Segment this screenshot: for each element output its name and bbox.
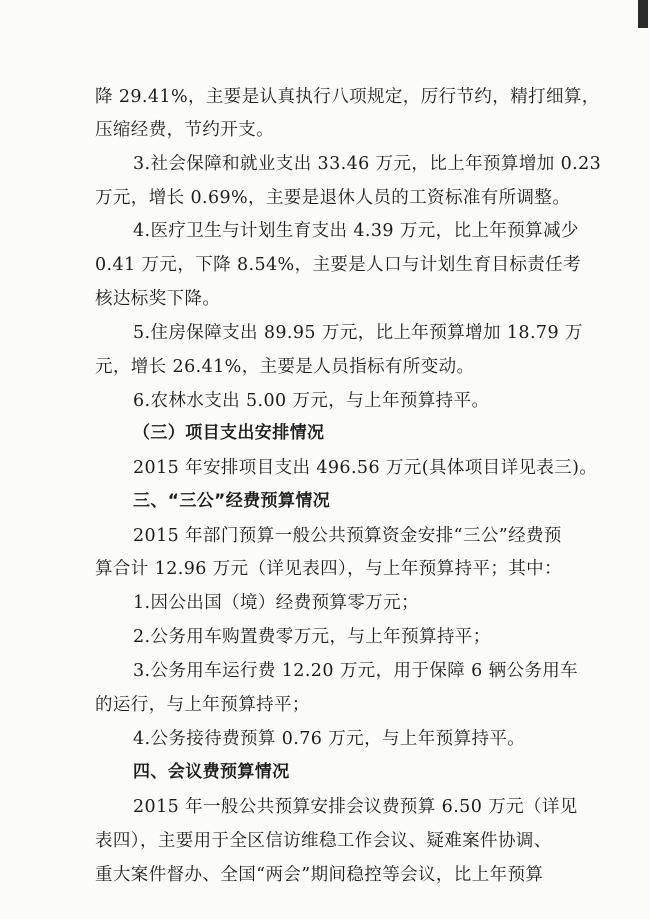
paragraph-line: 2015 年安排项目支出 496.56 万元(具体项目详见表三)。 — [133, 458, 598, 478]
section-heading: 三、“三公”经费预算情况 — [133, 491, 331, 511]
paragraph-line: 6.农林水支出 5.00 万元，与上年预算持平。 — [133, 391, 490, 411]
paragraph-line: 4.医疗卫生与计划生育支出 4.39 万元，比上年预算减少 — [133, 221, 579, 241]
paragraph-line: 3.公务用车运行费 12.20 万元，用于保障 6 辆公务用车 — [133, 661, 579, 681]
paragraph-line: 2.公务用车购置费零万元，与上年预算持平； — [133, 627, 491, 647]
paragraph-line: 4.公务接待费预算 0.76 万元，与上年预算持平。 — [133, 729, 526, 749]
paragraph-line: 重大案件督办、全国“两会”期间稳控等会议，比上年预算 — [95, 865, 544, 885]
paragraph-line: 2015 年部门预算一般公共预算资金安排“三公”经费预 — [133, 526, 562, 546]
paragraph-line: 核达标奖下降。 — [95, 289, 221, 309]
paragraph-line: 的运行，与上年预算持平； — [95, 695, 310, 715]
paragraph-line: 降 29.41%，主要是认真执行八项规定，厉行节约，精打细算， — [95, 87, 600, 107]
paragraph-line: 0.41 万元，下降 8.54%，主要是人口与计划生育目标责任考 — [95, 255, 581, 275]
section-heading: （三）项目支出安排情况 — [133, 423, 325, 443]
paragraph-line: 2015 年一般公共预算安排会议费预算 6.50 万元（详见 — [133, 797, 578, 817]
paragraph-line: 万元，增长 0.69%，主要是退休人员的工资标准有所调整。 — [95, 188, 571, 208]
paragraph-line: 3.社会保障和就业支出 33.46 万元，比上年预算增加 0.23 — [133, 154, 602, 174]
paragraph-line: 5.住房保障支出 89.95 万元，比上年预算增加 18.79 万 — [133, 323, 583, 343]
paragraph-line: 1.因公出国（境）经费预算零万元； — [133, 593, 419, 613]
section-heading: 四、会议费预算情况 — [133, 762, 290, 782]
paragraph-line: 压缩经费，节约开支。 — [95, 120, 274, 140]
paragraph-line: 表四），主要用于全区信访维稳工作会议、疑难案件协调、 — [95, 831, 552, 851]
scan-edge-mark — [638, 0, 648, 28]
paragraph-line: 算合计 12.96 万元（详见表四），与上年预算持平；其中： — [95, 559, 562, 579]
paragraph-line: 元，增长 26.41%，主要是人员指标有所变动。 — [95, 357, 475, 377]
